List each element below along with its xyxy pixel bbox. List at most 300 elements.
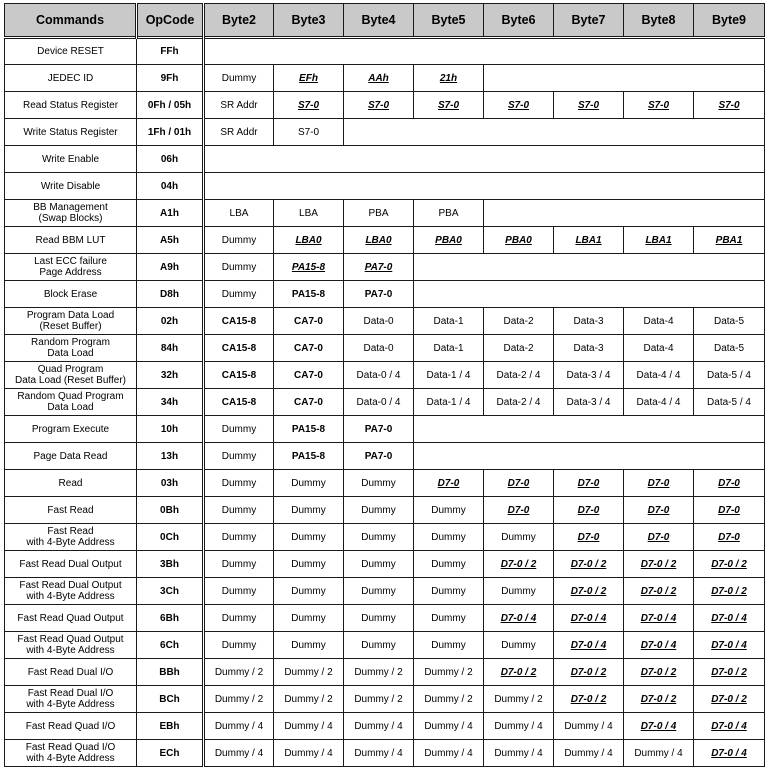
opcode-cell: D8h bbox=[137, 281, 204, 308]
byte-cell bbox=[554, 659, 624, 686]
command-name: Write Disable bbox=[40, 180, 101, 192]
byte-cell bbox=[484, 740, 554, 767]
byte-cell bbox=[344, 740, 414, 767]
byte-cell bbox=[484, 497, 554, 524]
command-name-cell bbox=[5, 470, 137, 497]
byte-value: Dummy / 4 bbox=[354, 747, 403, 759]
byte-cell bbox=[484, 713, 554, 740]
header-byte3: Byte3 bbox=[274, 4, 344, 38]
byte-value: Dummy / 4 bbox=[284, 720, 333, 732]
byte-value: PA7-0 bbox=[364, 261, 393, 273]
byte-value: Dummy bbox=[431, 639, 466, 651]
byte-value: Dummy / 4 bbox=[564, 720, 613, 732]
header-byte9: Byte9 bbox=[694, 4, 765, 38]
byte-value: S7-0 bbox=[437, 99, 460, 111]
empty-span-cell bbox=[204, 146, 765, 173]
byte-cell bbox=[624, 497, 694, 524]
empty-span-cell bbox=[204, 173, 765, 200]
byte-cell bbox=[624, 578, 694, 605]
byte-value: D7-0 / 2 bbox=[570, 585, 607, 597]
byte-cell bbox=[694, 524, 765, 551]
byte-cell bbox=[414, 605, 484, 632]
byte-cell bbox=[204, 497, 274, 524]
opcode-cell: ECh bbox=[137, 740, 204, 767]
command-name: Program Execute bbox=[31, 423, 110, 435]
byte-value: 21h bbox=[439, 72, 458, 84]
command-name-cell bbox=[5, 173, 137, 200]
header-byte7: Byte7 bbox=[554, 4, 624, 38]
command-name: Random Program Data Load bbox=[31, 337, 110, 359]
table-row bbox=[5, 524, 765, 551]
byte-cell bbox=[344, 281, 414, 308]
byte-cell bbox=[694, 470, 765, 497]
byte-cell bbox=[414, 92, 484, 119]
byte-value: Dummy bbox=[221, 477, 257, 489]
byte-cell bbox=[274, 740, 344, 767]
command-name: Read bbox=[58, 477, 83, 489]
byte-value: Dummy bbox=[501, 639, 536, 651]
byte-value: Dummy bbox=[221, 531, 257, 543]
byte-value: Data-4 bbox=[643, 342, 674, 354]
byte-cell bbox=[624, 524, 694, 551]
byte-cell bbox=[344, 659, 414, 686]
header-byte2: Byte2 bbox=[204, 4, 274, 38]
table-row bbox=[5, 146, 765, 173]
opcode-cell: EBh bbox=[137, 713, 204, 740]
byte-value: S7-0 bbox=[297, 99, 320, 111]
byte-cell bbox=[274, 200, 344, 227]
byte-value: Dummy bbox=[221, 558, 257, 570]
byte-value: Dummy bbox=[221, 639, 257, 651]
byte-cell bbox=[344, 524, 414, 551]
opcode-cell: A5h bbox=[137, 227, 204, 254]
command-name: Last ECC failure Page Address bbox=[34, 256, 107, 278]
byte-cell bbox=[274, 92, 344, 119]
byte-value: Dummy / 2 bbox=[424, 693, 473, 705]
command-name: Fast Read Dual I/O bbox=[27, 666, 114, 678]
byte-value: CA7-0 bbox=[294, 369, 323, 381]
byte-cell bbox=[274, 551, 344, 578]
table-row bbox=[5, 173, 765, 200]
header-commands: Commands bbox=[5, 4, 137, 38]
byte-cell bbox=[274, 497, 344, 524]
byte-cell bbox=[554, 362, 624, 389]
command-name: Fast Read with 4-Byte Address bbox=[26, 526, 115, 548]
command-name: Fast Read bbox=[47, 504, 94, 516]
byte-cell bbox=[414, 200, 484, 227]
table-row bbox=[5, 443, 765, 470]
byte-cell bbox=[274, 713, 344, 740]
byte-cell bbox=[554, 740, 624, 767]
byte-value: Data-1 bbox=[433, 315, 464, 327]
command-name-cell bbox=[5, 524, 137, 551]
command-name-cell bbox=[5, 632, 137, 659]
byte-value: Data-2 / 4 bbox=[496, 369, 541, 381]
byte-cell bbox=[484, 335, 554, 362]
byte-cell bbox=[624, 362, 694, 389]
byte-cell bbox=[484, 659, 554, 686]
opcode-cell: 3Ch bbox=[137, 578, 204, 605]
byte-value: LBA bbox=[299, 207, 318, 219]
byte-value: LBA1 bbox=[645, 234, 672, 246]
command-name-cell bbox=[5, 416, 137, 443]
byte-cell bbox=[624, 335, 694, 362]
table-row bbox=[5, 254, 765, 281]
byte-cell bbox=[204, 92, 274, 119]
empty-span-cell bbox=[484, 65, 765, 92]
byte-cell bbox=[204, 335, 274, 362]
opcode-cell: BBh bbox=[137, 659, 204, 686]
byte-cell bbox=[204, 659, 274, 686]
opcode-cell: 1Fh / 01h bbox=[137, 119, 204, 146]
byte-cell bbox=[204, 443, 274, 470]
byte-value: Dummy / 4 bbox=[424, 720, 473, 732]
byte-value: CA15-8 bbox=[221, 342, 257, 354]
byte-value: Dummy bbox=[431, 585, 466, 597]
byte-cell bbox=[204, 227, 274, 254]
byte-cell bbox=[344, 362, 414, 389]
byte-cell bbox=[274, 686, 344, 713]
byte-cell bbox=[694, 497, 765, 524]
byte-value: S7-0 bbox=[577, 99, 600, 111]
empty-span-cell bbox=[344, 119, 765, 146]
byte-value: PBA bbox=[368, 207, 389, 219]
opcode-cell: 34h bbox=[137, 389, 204, 416]
byte-value: Dummy bbox=[221, 423, 257, 435]
command-table bbox=[4, 3, 765, 767]
byte-value: Dummy bbox=[291, 585, 326, 597]
byte-cell bbox=[344, 713, 414, 740]
command-name-cell bbox=[5, 92, 137, 119]
byte-cell bbox=[694, 362, 765, 389]
byte-cell bbox=[694, 227, 765, 254]
byte-cell bbox=[344, 443, 414, 470]
byte-cell bbox=[554, 470, 624, 497]
byte-value: D7-0 / 4 bbox=[500, 612, 537, 624]
byte-cell bbox=[204, 605, 274, 632]
byte-cell bbox=[554, 632, 624, 659]
byte-cell bbox=[484, 389, 554, 416]
byte-value: Data-3 / 4 bbox=[566, 369, 611, 381]
command-name: Program Data Load (Reset Buffer) bbox=[26, 310, 115, 332]
byte-cell bbox=[624, 686, 694, 713]
byte-cell bbox=[694, 713, 765, 740]
byte-cell bbox=[274, 416, 344, 443]
byte-value: Dummy / 4 bbox=[424, 747, 473, 759]
byte-value: D7-0 bbox=[577, 477, 600, 489]
byte-value: S7-0 bbox=[647, 99, 670, 111]
opcode-cell: 13h bbox=[137, 443, 204, 470]
byte-value: D7-0 / 2 bbox=[711, 585, 747, 597]
byte-value: D7-0 / 4 bbox=[640, 612, 677, 624]
byte-value: D7-0 / 2 bbox=[570, 666, 607, 678]
byte-cell bbox=[484, 308, 554, 335]
byte-value: CA15-8 bbox=[221, 396, 257, 408]
command-name-cell bbox=[5, 551, 137, 578]
byte-cell bbox=[694, 578, 765, 605]
byte-cell bbox=[554, 578, 624, 605]
byte-cell bbox=[484, 470, 554, 497]
table-row bbox=[5, 389, 765, 416]
byte-value: D7-0 bbox=[507, 504, 530, 516]
byte-value: Dummy bbox=[361, 477, 396, 489]
byte-value: PA15-8 bbox=[291, 288, 326, 300]
byte-value: Dummy bbox=[291, 531, 326, 543]
byte-value: Dummy / 4 bbox=[214, 747, 264, 759]
byte-value: S7-0 bbox=[507, 99, 530, 111]
byte-value: D7-0 / 2 bbox=[711, 693, 747, 705]
byte-cell bbox=[554, 551, 624, 578]
table-row bbox=[5, 335, 765, 362]
command-name: Fast Read Quad I/O with 4-Byte Address bbox=[25, 742, 116, 764]
opcode-cell: 0Ch bbox=[137, 524, 204, 551]
byte-value: Dummy bbox=[431, 558, 466, 570]
opcode-cell: BCh bbox=[137, 686, 204, 713]
byte-value: LBA0 bbox=[295, 234, 322, 246]
byte-value: Dummy bbox=[361, 612, 396, 624]
byte-value: D7-0 / 2 bbox=[500, 558, 537, 570]
byte-cell bbox=[274, 524, 344, 551]
byte-value: Data-0 / 4 bbox=[356, 396, 401, 408]
table-row bbox=[5, 281, 765, 308]
byte-value: Data-2 bbox=[503, 315, 534, 327]
command-name-cell bbox=[5, 389, 137, 416]
command-name-cell bbox=[5, 227, 137, 254]
byte-cell bbox=[204, 308, 274, 335]
byte-cell bbox=[414, 227, 484, 254]
byte-cell bbox=[344, 65, 414, 92]
byte-value: LBA bbox=[229, 207, 249, 219]
byte-cell bbox=[204, 470, 274, 497]
byte-cell bbox=[624, 632, 694, 659]
byte-cell bbox=[204, 551, 274, 578]
header-byte6: Byte6 bbox=[484, 4, 554, 38]
byte-value: Dummy bbox=[221, 261, 257, 273]
table-row bbox=[5, 308, 765, 335]
byte-cell bbox=[274, 578, 344, 605]
byte-cell bbox=[624, 713, 694, 740]
byte-value: Data-2 / 4 bbox=[496, 396, 541, 408]
byte-value: PBA0 bbox=[505, 234, 532, 246]
byte-value: D7-0 bbox=[718, 531, 740, 543]
byte-value: Dummy bbox=[221, 72, 257, 84]
table-row bbox=[5, 470, 765, 497]
empty-span-cell bbox=[204, 38, 765, 65]
opcode-cell: 03h bbox=[137, 470, 204, 497]
command-table-body bbox=[5, 38, 765, 767]
command-name-cell bbox=[5, 65, 137, 92]
byte-cell bbox=[694, 605, 765, 632]
byte-value: Data-5 bbox=[713, 342, 744, 354]
command-name-cell bbox=[5, 308, 137, 335]
command-name: Random Quad Program Data Load bbox=[17, 391, 124, 413]
byte-cell bbox=[344, 227, 414, 254]
byte-cell bbox=[414, 659, 484, 686]
byte-cell bbox=[274, 605, 344, 632]
byte-cell bbox=[694, 92, 765, 119]
byte-cell bbox=[274, 254, 344, 281]
byte-value: D7-0 bbox=[647, 504, 670, 516]
byte-cell bbox=[344, 578, 414, 605]
opcode-cell: 84h bbox=[137, 335, 204, 362]
command-name-cell bbox=[5, 38, 137, 65]
byte-value: Dummy / 4 bbox=[214, 720, 264, 732]
header-row bbox=[5, 4, 765, 38]
table-row bbox=[5, 38, 765, 65]
byte-cell bbox=[414, 686, 484, 713]
command-name: Fast Read Quad Output bbox=[17, 612, 124, 624]
byte-value: Dummy / 2 bbox=[284, 666, 333, 678]
byte-value: Data-4 bbox=[643, 315, 674, 327]
byte-cell bbox=[414, 632, 484, 659]
byte-cell bbox=[274, 443, 344, 470]
byte-value: PA15-8 bbox=[291, 261, 326, 273]
empty-span-cell bbox=[414, 416, 765, 443]
byte-value: Dummy bbox=[431, 612, 466, 624]
byte-value: Data-5 bbox=[713, 315, 744, 327]
table-row bbox=[5, 659, 765, 686]
byte-value: D7-0 bbox=[507, 477, 530, 489]
byte-cell bbox=[414, 497, 484, 524]
byte-cell bbox=[204, 389, 274, 416]
byte-cell bbox=[694, 335, 765, 362]
byte-value: CA7-0 bbox=[294, 315, 323, 327]
byte-cell bbox=[274, 632, 344, 659]
byte-value: PA7-0 bbox=[364, 288, 393, 300]
table-row bbox=[5, 578, 765, 605]
command-name: BB Management (Swap Blocks) bbox=[33, 202, 108, 224]
byte-value: D7-0 / 4 bbox=[711, 747, 747, 759]
byte-value: D7-0 bbox=[577, 504, 600, 516]
byte-cell bbox=[414, 578, 484, 605]
byte-cell bbox=[344, 200, 414, 227]
byte-cell bbox=[554, 713, 624, 740]
table-row bbox=[5, 92, 765, 119]
opcode-cell: 06h bbox=[137, 146, 204, 173]
byte-value: Dummy / 2 bbox=[424, 666, 473, 678]
byte-value: Dummy bbox=[431, 504, 466, 516]
table-row bbox=[5, 551, 765, 578]
byte-cell bbox=[624, 389, 694, 416]
byte-cell bbox=[554, 308, 624, 335]
byte-cell bbox=[274, 470, 344, 497]
command-name: Write Status Register bbox=[23, 126, 118, 138]
opcode-cell: A1h bbox=[137, 200, 204, 227]
byte-value: D7-0 / 2 bbox=[711, 666, 747, 678]
command-name-cell bbox=[5, 119, 137, 146]
byte-value: Dummy bbox=[221, 612, 257, 624]
opcode-cell: 02h bbox=[137, 308, 204, 335]
byte-cell bbox=[414, 389, 484, 416]
byte-value: LBA1 bbox=[575, 234, 602, 246]
byte-cell bbox=[554, 524, 624, 551]
byte-value: Data-4 / 4 bbox=[636, 369, 681, 381]
command-name-cell bbox=[5, 497, 137, 524]
byte-value: Dummy bbox=[221, 585, 257, 597]
byte-cell bbox=[484, 92, 554, 119]
byte-cell bbox=[274, 65, 344, 92]
byte-value: D7-0 bbox=[718, 477, 740, 489]
byte-value: Dummy bbox=[431, 531, 466, 543]
byte-cell bbox=[204, 416, 274, 443]
byte-value: Dummy bbox=[291, 477, 326, 489]
byte-value: EFh bbox=[299, 72, 318, 84]
opcode-cell: 0Fh / 05h bbox=[137, 92, 204, 119]
table-row bbox=[5, 416, 765, 443]
byte-cell bbox=[204, 65, 274, 92]
byte-value: Data-1 bbox=[433, 342, 464, 354]
byte-cell bbox=[274, 659, 344, 686]
byte-value: AAh bbox=[368, 72, 389, 84]
byte-value: S7-0 bbox=[367, 99, 390, 111]
byte-cell bbox=[694, 308, 765, 335]
byte-cell bbox=[344, 92, 414, 119]
table-row bbox=[5, 632, 765, 659]
byte-value: PA15-8 bbox=[291, 450, 326, 462]
byte-value: PA15-8 bbox=[291, 423, 326, 435]
command-name-cell bbox=[5, 605, 137, 632]
byte-value: Data-5 / 4 bbox=[707, 396, 751, 408]
byte-cell bbox=[624, 227, 694, 254]
byte-cell bbox=[204, 524, 274, 551]
table-row bbox=[5, 362, 765, 389]
opcode-cell: 04h bbox=[137, 173, 204, 200]
byte-cell bbox=[414, 308, 484, 335]
byte-value: Dummy bbox=[361, 558, 396, 570]
byte-value: Dummy bbox=[361, 504, 396, 516]
byte-value: SR Addr bbox=[220, 126, 258, 138]
byte-cell bbox=[344, 551, 414, 578]
byte-cell bbox=[484, 524, 554, 551]
byte-cell bbox=[344, 632, 414, 659]
byte-value: Dummy bbox=[361, 639, 396, 651]
byte-value: SR Addr bbox=[220, 99, 258, 111]
command-name-cell bbox=[5, 200, 137, 227]
byte-value: D7-0 / 2 bbox=[711, 558, 747, 570]
byte-cell bbox=[484, 227, 554, 254]
byte-cell bbox=[414, 524, 484, 551]
command-name: Page Data Read bbox=[33, 450, 108, 462]
empty-span-cell bbox=[414, 254, 765, 281]
command-name: Device RESET bbox=[37, 46, 104, 57]
byte-cell bbox=[204, 740, 274, 767]
byte-cell bbox=[624, 308, 694, 335]
byte-cell bbox=[624, 659, 694, 686]
byte-value: Dummy / 2 bbox=[214, 693, 264, 705]
command-name: Fast Read Quad Output with 4-Byte Address bbox=[17, 634, 124, 656]
opcode-cell: 3Bh bbox=[137, 551, 204, 578]
empty-span-cell bbox=[414, 443, 765, 470]
byte-value: Dummy bbox=[501, 585, 536, 597]
byte-cell bbox=[204, 686, 274, 713]
byte-cell bbox=[624, 551, 694, 578]
byte-value: PBA1 bbox=[715, 234, 743, 246]
command-name-cell bbox=[5, 146, 137, 173]
byte-cell bbox=[694, 740, 765, 767]
byte-value: Dummy bbox=[361, 531, 396, 543]
header-byte8: Byte8 bbox=[624, 4, 694, 38]
byte-cell bbox=[344, 686, 414, 713]
byte-value: D7-0 / 2 bbox=[570, 558, 607, 570]
opcode-cell: 10h bbox=[137, 416, 204, 443]
byte-cell bbox=[554, 92, 624, 119]
byte-value: Dummy bbox=[291, 504, 326, 516]
byte-value: Dummy / 2 bbox=[494, 693, 543, 705]
command-name: Block Erase bbox=[43, 288, 98, 300]
empty-span-cell bbox=[414, 281, 765, 308]
byte-cell bbox=[344, 605, 414, 632]
opcode-cell: 6Bh bbox=[137, 605, 204, 632]
